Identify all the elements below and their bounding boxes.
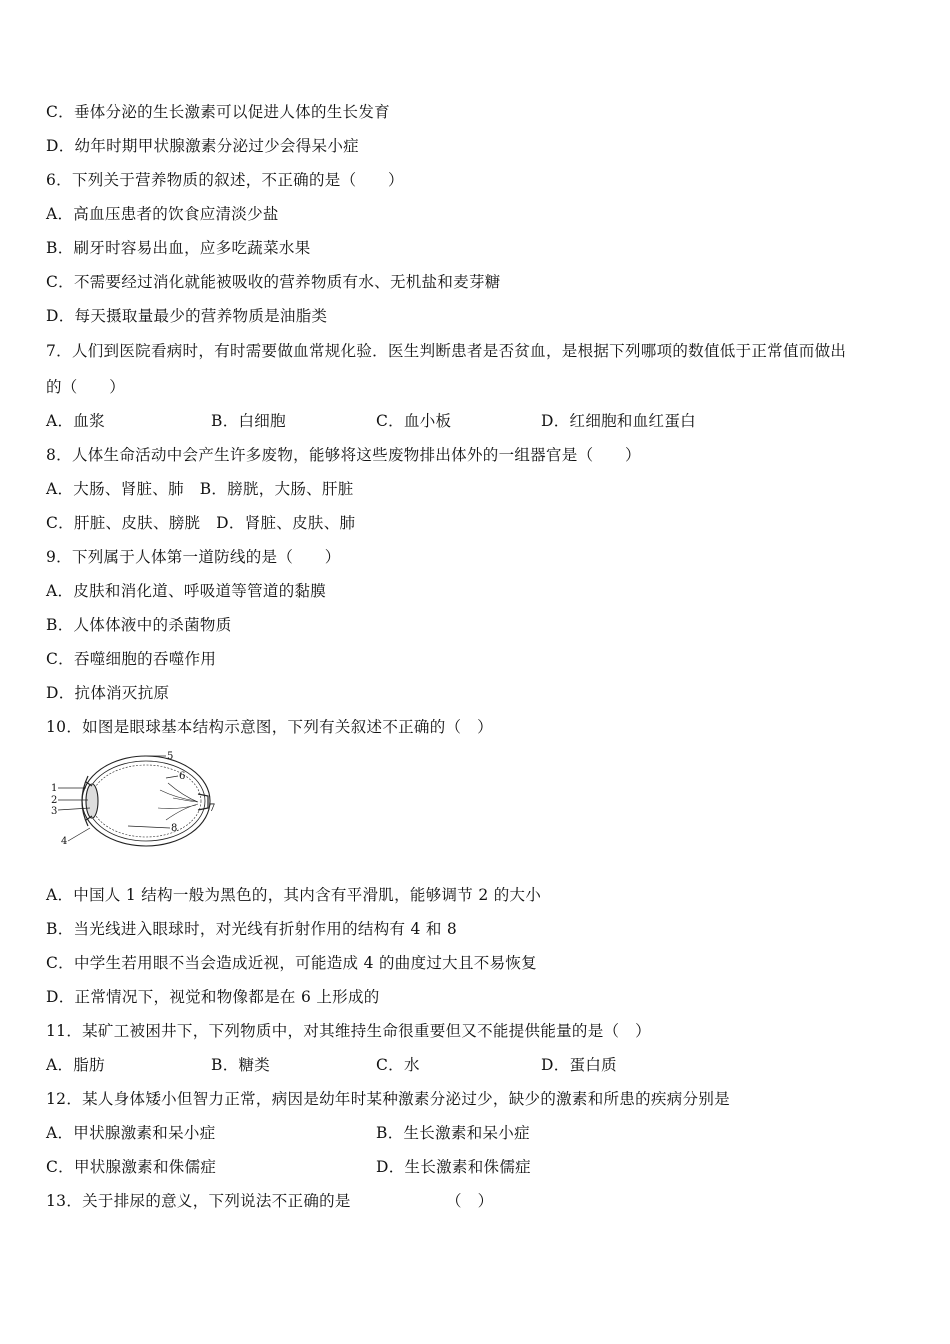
label-7: 7 xyxy=(209,803,216,814)
label-5: 5 xyxy=(167,751,174,762)
q12-options-row-2 xyxy=(46,1157,926,1177)
lens-shape xyxy=(86,784,98,818)
retina-vessels xyxy=(158,783,198,820)
q12-option-b: B．生长激素和呆小症 xyxy=(376,1124,530,1142)
eyeball-diagram xyxy=(48,748,218,853)
label-3: 3 xyxy=(51,806,58,817)
question-6: 6．下列关于营养物质的叙述，不正确的是（ ） xyxy=(46,171,404,189)
question-7-line-2: 的（ ） xyxy=(46,378,126,396)
question-9: 9．下列属于人体第一道防线的是（ ） xyxy=(46,548,341,566)
q7-options xyxy=(46,411,926,431)
q7-option-a: A．血浆 xyxy=(46,412,105,430)
q11-option-b: B．糖类 xyxy=(211,1056,271,1074)
label-4: 4 xyxy=(61,836,68,847)
label-2: 2 xyxy=(51,795,58,806)
question-13-text: 13．关于排尿的意义，下列说法不正确的是 xyxy=(46,1192,351,1210)
q10-option-c: C．中学生若用眼不当会造成近视，可能造成 4 的曲度过大且不易恢复 xyxy=(46,954,537,972)
q9-option-d: D．抗体消灭抗原 xyxy=(46,684,170,702)
question-12: 12．某人身体矮小但智力正常，病因是幼年时某种激素分泌过少，缺少的激素和所患的疾病分别是 xyxy=(46,1090,730,1108)
choroid-outline xyxy=(87,761,205,841)
q9-option-a: A．皮肤和消化道、呼吸道等管道的黏膜 xyxy=(46,582,327,600)
pointer-6 xyxy=(166,776,178,778)
optic-nerve xyxy=(198,794,208,810)
question-10: 10．如图是眼球基本结构示意图，下列有关叙述不正确的（ ） xyxy=(46,718,493,736)
q6-option-a: A．高血压患者的饮食应清淡少盐 xyxy=(46,205,279,223)
q10-option-a: A．中国人 1 结构一般为黑色的，其内含有平滑肌，能够调节 2 的大小 xyxy=(46,886,542,904)
q11-option-a: A．脂肪 xyxy=(46,1056,105,1074)
pointer-4 xyxy=(68,828,90,841)
question-13 xyxy=(46,1191,926,1211)
q12-options-row-1 xyxy=(46,1123,926,1143)
q6-option-d: D．每天摄取量最少的营养物质是油脂类 xyxy=(46,307,328,325)
question-8: 8．人体生命活动中会产生许多废物，能够将这些废物排出体外的一组器官是（ ） xyxy=(46,446,641,464)
label-8: 8 xyxy=(171,823,178,834)
question-7-line-1: 7．人们到医院看病时，有时需要做血常规化验．医生判断患者是否贫血，是根据下列哪项的数值低于正常值而做出 xyxy=(46,342,847,360)
q5-option-c: C．垂体分泌的生长激素可以促进人体的生长发育 xyxy=(46,103,390,121)
q12-option-a: A．甲状腺激素和呆小症 xyxy=(46,1124,216,1142)
q7-option-b: B．白细胞 xyxy=(211,412,286,430)
q6-option-c: C．不需要经过消化就能被吸收的营养物质有水、无机盐和麦芽糖 xyxy=(46,273,501,291)
q11-option-d: D．蛋白质 xyxy=(541,1056,617,1074)
q8-options-ab: A．大肠、肾脏、肺 B．膀胱，大肠、肝脏 xyxy=(46,480,354,498)
pointer-8 xyxy=(128,826,170,828)
q5-option-d: D．幼年时期甲状腺激素分泌过少会得呆小症 xyxy=(46,137,359,155)
q8-options-cd: C．肝脏、皮肤、膀胱 D．肾脏、皮肤、肺 xyxy=(46,514,356,532)
q10-option-b: B．当光线进入眼球时，对光线有折射作用的结构有 4 和 8 xyxy=(46,920,458,938)
q7-option-c: C．血小板 xyxy=(376,412,452,430)
q9-option-b: B．人体体液中的杀菌物质 xyxy=(46,616,232,634)
question-13-paren: （ ） xyxy=(446,1192,494,1210)
label-6: 6 xyxy=(179,771,186,782)
q7-option-d: D．红细胞和血红蛋白 xyxy=(541,412,696,430)
q6-option-b: B．刷牙时容易出血，应多吃蔬菜水果 xyxy=(46,239,311,257)
q12-option-d: D．生长激素和侏儒症 xyxy=(376,1158,531,1176)
question-11: 11．某矿工被困井下，下列物质中，对其维持生命很重要但又不能提供能量的是（ ） xyxy=(46,1022,651,1040)
q11-option-c: C．水 xyxy=(376,1056,420,1074)
pointer-3 xyxy=(58,808,90,810)
q11-options xyxy=(46,1055,926,1075)
q9-option-c: C．吞噬细胞的吞噬作用 xyxy=(46,650,217,668)
label-1: 1 xyxy=(51,783,58,794)
q12-option-c: C．甲状腺激素和侏儒症 xyxy=(46,1158,217,1176)
q10-option-d: D．正常情况下，视觉和物像都是在 6 上形成的 xyxy=(46,988,380,1006)
